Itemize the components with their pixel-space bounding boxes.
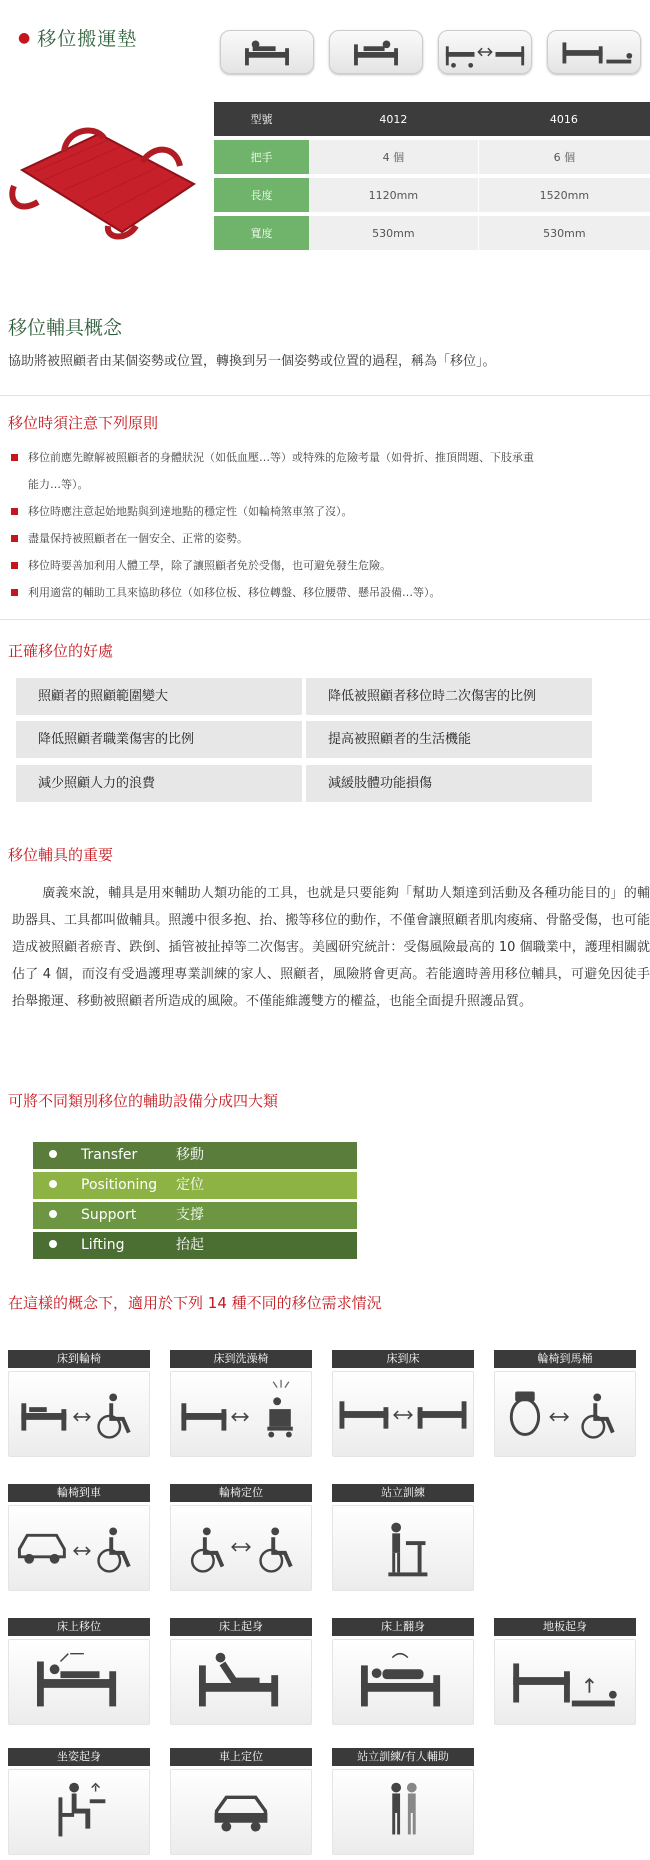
concept-heading: 移位輔具概念 <box>8 317 123 339</box>
situation-card[interactable] <box>170 1484 312 1594</box>
situation-label: 床到洗澡椅 <box>170 1350 312 1368</box>
bullet-dot <box>49 1210 57 1218</box>
importance-heading: 移位輔具的重要 <box>8 846 114 864</box>
bullet-dot <box>49 1180 57 1188</box>
bed-to-bed-icon <box>439 31 531 73</box>
situation-card[interactable] <box>332 1350 474 1460</box>
spec-row <box>214 178 650 212</box>
spec-cell: 530mm <box>309 216 478 250</box>
bullet-square <box>11 589 18 596</box>
divider <box>0 395 650 396</box>
benefit-item: 降低被照顧者移位時二次傷害的比例 <box>306 678 592 715</box>
spec-table <box>214 98 650 254</box>
spec-header-label: 型號 <box>214 102 309 136</box>
wheelchair-positioning-icon <box>171 1506 311 1590</box>
bullet-dot <box>49 1240 57 1248</box>
benefit-item: 減少照顧人力的浪費 <box>16 765 302 802</box>
benefit-item: 減緩肢體功能損傷 <box>306 765 592 802</box>
importance-text: 廣義來說，輔具是用來輔助人類功能的工具，也就是只要能夠「幫助人類達到活動及各種功能目的」的輔助器具、工具都叫做輔具。照護中很多抱、抬、搬等移位的動作，不僅會讓照顧者肌肉痠痛、骨骼受傷，也可能造成被照顧者瘀青、跌倒、插管被扯掉等二次傷害。美國研究統計：受傷風險最高的 10 個職業中，護理相關就佔了 4 個，而沒有受過護理專業訓練的家人、照顧者，風險將會更高。若能適時善用移位輔具，可避免因徒手抬舉搬運、移動被照顧者所造成的風險。不僅能維護雙方的權益，也能全面提升照護品質。 <box>12 886 650 1009</box>
principles-heading: 移位時須注意下列原則 <box>8 414 159 432</box>
bullet-dot: ● <box>18 30 32 46</box>
bullet-square <box>11 535 18 542</box>
thumb-bed-to-bed[interactable] <box>438 30 532 74</box>
spec-row <box>214 216 650 250</box>
spec-cell: 1120mm <box>309 178 478 212</box>
list-item: 盡量保持被照顧者在一個安全、正常的姿勢。 <box>8 525 648 552</box>
spec-row-label: 把手 <box>214 140 309 174</box>
spec-cell: 1520mm <box>478 178 650 212</box>
situation-card[interactable] <box>332 1748 474 1858</box>
list-item: 利用適當的輔助工具來協助移位（如移位板、移位轉盤、移位腰帶、懸吊設備…等）。 <box>8 579 648 606</box>
bed-slide-icon <box>330 31 422 73</box>
benefit-item: 降低照顧者職業傷害的比例 <box>16 721 302 758</box>
bed-to-shower-chair-icon <box>171 1372 311 1456</box>
situation-card[interactable] <box>170 1748 312 1858</box>
situation-label: 床到床 <box>332 1350 474 1368</box>
bed-transfer-icon <box>221 31 313 73</box>
standing-training-icon <box>333 1506 473 1590</box>
benefit-item: 照顧者的照顧範圍變大 <box>16 678 302 715</box>
spec-cell: 6 個 <box>478 140 650 174</box>
bed-shift-icon <box>9 1640 149 1724</box>
situation-card[interactable] <box>170 1618 312 1728</box>
thumb-bed-floor[interactable] <box>547 30 641 74</box>
situation-label: 輪椅到馬桶 <box>494 1350 636 1368</box>
list-item: 能力…等）。 <box>28 478 89 491</box>
transfer-mat-image <box>4 90 204 240</box>
situation-label: 床上移位 <box>8 1618 150 1636</box>
situation-card[interactable] <box>8 1618 150 1728</box>
product-title-text: 移位搬運墊 <box>37 28 138 50</box>
list-item: 移位時要善加利用人體工學，除了讓照顧者免於受傷，也可避免發生危險。 <box>8 552 648 579</box>
principles-list <box>8 444 648 606</box>
categories-heading: 可將不同類別移位的輔助設備分成四大類 <box>8 1092 279 1110</box>
situation-card[interactable] <box>8 1350 150 1460</box>
spec-row-label: 長度 <box>214 178 309 212</box>
thumb-bed-transfer[interactable] <box>220 30 314 74</box>
situation-label: 輪椅定位 <box>170 1484 312 1502</box>
bullet-dot <box>49 1150 57 1158</box>
situation-card[interactable] <box>170 1350 312 1460</box>
situation-card[interactable] <box>494 1350 636 1460</box>
assisted-standing-icon <box>333 1770 473 1854</box>
spec-header-model-b: 4016 <box>478 102 650 136</box>
spec-row-label: 寬度 <box>214 216 309 250</box>
spec-cell: 530mm <box>478 216 650 250</box>
list-item: 移位前應先瞭解被照顧者的身體狀況（如低血壓…等）或特殊的危險考量（如骨折、推頂問題、下肢承重 <box>8 444 648 471</box>
bed-floor-icon <box>548 31 640 73</box>
situations-heading: 在這樣的概念下，適用於下列 14 種不同的移位需求情況 <box>8 1294 382 1312</box>
spec-cell: 4 個 <box>309 140 478 174</box>
situation-label: 站立訓練 <box>332 1484 474 1502</box>
wheelchair-to-car-icon <box>9 1506 149 1590</box>
situation-label: 車上定位 <box>170 1748 312 1766</box>
situation-label: 輪椅到車 <box>8 1484 150 1502</box>
bed-to-wheelchair-icon <box>9 1372 149 1456</box>
bed-to-bed-icon <box>333 1372 473 1456</box>
spec-row <box>214 140 650 174</box>
bullet-square <box>11 562 18 569</box>
spec-header-row <box>214 102 650 136</box>
category-bar-positioning: Positioning 定位 <box>33 1172 357 1199</box>
situation-card[interactable] <box>8 1748 150 1858</box>
category-bar-support: Support 支撐 <box>33 1202 357 1229</box>
benefits-heading: 正確移位的好處 <box>8 642 114 660</box>
situation-label: 床上翻身 <box>332 1618 474 1636</box>
situation-card[interactable] <box>332 1618 474 1728</box>
situation-card[interactable] <box>332 1484 474 1594</box>
situation-card[interactable] <box>494 1618 636 1728</box>
benefit-item: 提高被照顧者的生活機能 <box>306 721 592 758</box>
situation-label: 床上起身 <box>170 1618 312 1636</box>
car-positioning-icon <box>171 1770 311 1854</box>
product-title <box>18 24 137 51</box>
situation-card[interactable] <box>8 1484 150 1594</box>
bullet-square <box>11 508 18 515</box>
category-bar-transfer: Transfer 移動 <box>33 1142 357 1169</box>
wheelchair-to-toilet-icon <box>495 1372 635 1456</box>
spec-header-model-a: 4012 <box>309 102 478 136</box>
situation-label: 站立訓練/有人輔助 <box>332 1748 474 1766</box>
bullet-square <box>11 454 18 461</box>
bed-turn-over-icon <box>333 1640 473 1724</box>
concept-text: 協助將被照顧者由某個姿勢或位置，轉換到另一個姿勢或位置的過程，稱為「移位」。 <box>8 354 496 369</box>
situation-label: 床到輪椅 <box>8 1350 150 1368</box>
floor-rise-icon <box>495 1640 635 1724</box>
situation-label: 坐姿起身 <box>8 1748 150 1766</box>
divider <box>0 619 650 620</box>
category-bar-lifting: Lifting 抬起 <box>33 1232 357 1259</box>
sit-to-stand-icon <box>9 1770 149 1854</box>
bed-sit-up-icon <box>171 1640 311 1724</box>
situation-label: 地板起身 <box>494 1618 636 1636</box>
list-item: 移位時應注意起始地點與到達地點的穩定性（如輪椅煞車煞了沒）。 <box>8 498 648 525</box>
thumb-bed-slide[interactable] <box>329 30 423 74</box>
